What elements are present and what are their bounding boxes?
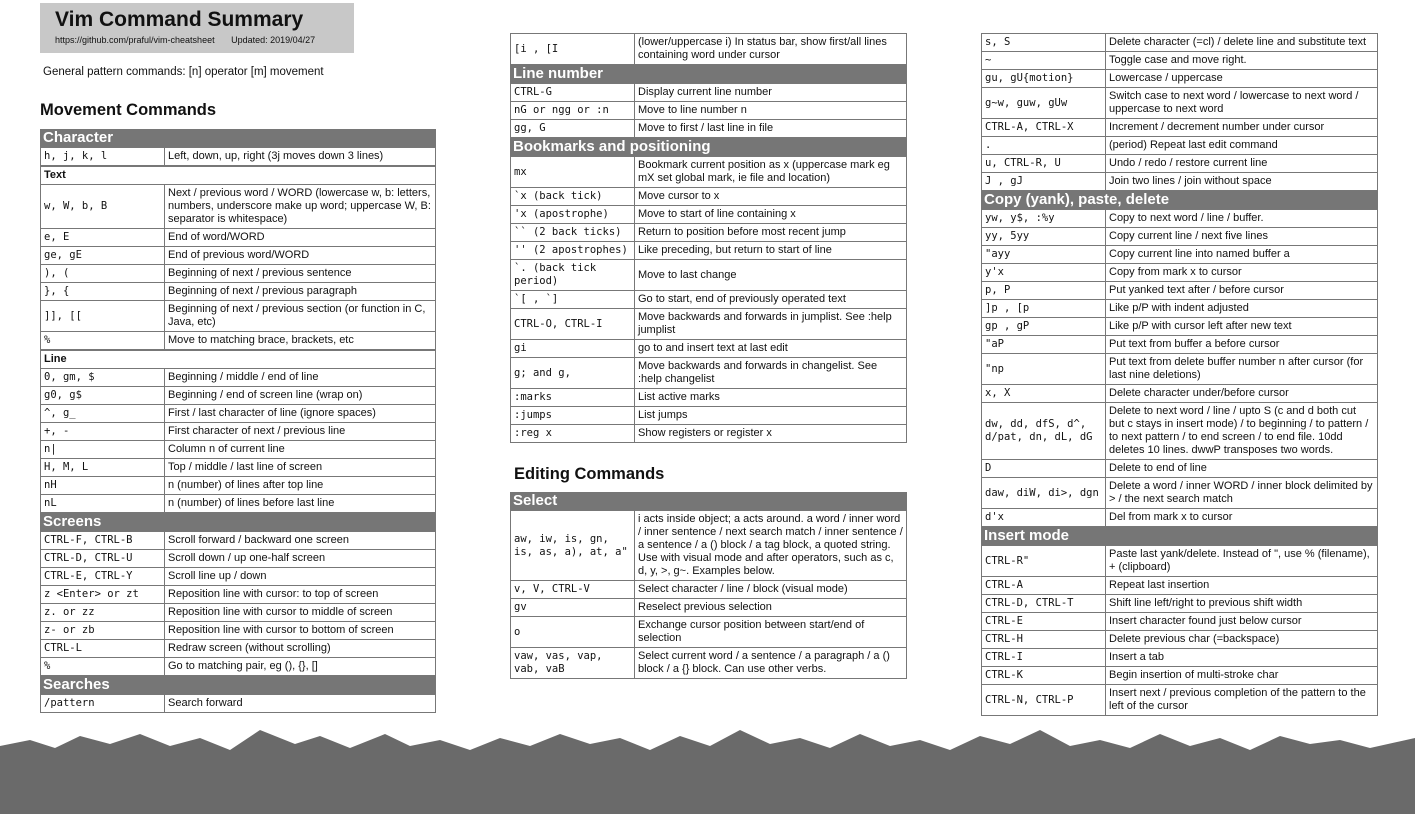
table-row bbox=[982, 478, 1378, 509]
command-description: List jumps bbox=[635, 407, 907, 425]
title-subline bbox=[55, 35, 354, 45]
table-row bbox=[982, 210, 1378, 228]
command-keys: x, X bbox=[982, 385, 1106, 403]
command-description: Left, down, up, right (3j moves down 3 lines) bbox=[165, 148, 436, 166]
command-keys: e, E bbox=[41, 229, 165, 247]
column-movement bbox=[40, 101, 436, 713]
table-row bbox=[511, 599, 907, 617]
command-description: Beginning of next / previous section (or function in C, Java, etc) bbox=[165, 301, 436, 332]
command-keys: ~ bbox=[982, 52, 1106, 70]
command-description: Delete character (=cl) / delete line and substitute text bbox=[1106, 34, 1378, 52]
command-description: List active marks bbox=[635, 389, 907, 407]
command-description: Beginning of next / previous paragraph bbox=[165, 283, 436, 301]
command-keys: ]], [[ bbox=[41, 301, 165, 332]
page-title: Vim Command Summary bbox=[55, 8, 304, 31]
section-select: Select bbox=[510, 492, 907, 510]
table-row bbox=[982, 282, 1378, 300]
command-description: Return to position before most recent jump bbox=[635, 224, 907, 242]
table-row bbox=[41, 332, 436, 350]
table-row bbox=[511, 511, 907, 581]
command-keys: J , gJ bbox=[982, 173, 1106, 191]
command-keys: +, - bbox=[41, 423, 165, 441]
command-keys: CTRL-O, CTRL-I bbox=[511, 309, 635, 340]
command-keys: z- or zb bbox=[41, 622, 165, 640]
subsection-header bbox=[41, 351, 436, 369]
command-keys: yw, y$, :%y bbox=[982, 210, 1106, 228]
table-row bbox=[41, 586, 436, 604]
command-description: Move to first / last line in file bbox=[635, 120, 907, 138]
command-keys: gu, gU{motion} bbox=[982, 70, 1106, 88]
subsection-title: Text bbox=[41, 167, 436, 185]
table-row bbox=[982, 137, 1378, 155]
command-description: (period) Repeat last edit command bbox=[1106, 137, 1378, 155]
command-keys: "ayy bbox=[982, 246, 1106, 264]
command-description: Insert next / previous completion of the pattern to the left of the cursor bbox=[1106, 685, 1378, 716]
command-keys: gp , gP bbox=[982, 318, 1106, 336]
table-row bbox=[982, 228, 1378, 246]
table-character bbox=[40, 147, 436, 166]
command-keys: 0, gm, $ bbox=[41, 369, 165, 387]
command-description: Delete previous char (=backspace) bbox=[1106, 631, 1378, 649]
table-row bbox=[511, 407, 907, 425]
command-description: Move backwards and forwards in changelist. See :help changelist bbox=[635, 358, 907, 389]
command-keys: nL bbox=[41, 495, 165, 513]
command-description: go to and insert text at last edit bbox=[635, 340, 907, 358]
table-row bbox=[511, 309, 907, 340]
table-row bbox=[41, 387, 436, 405]
table-text bbox=[40, 166, 436, 350]
command-keys: CTRL-N, CTRL-P bbox=[982, 685, 1106, 716]
table-row bbox=[982, 403, 1378, 460]
table-row bbox=[982, 70, 1378, 88]
table-row bbox=[982, 577, 1378, 595]
command-keys: }, { bbox=[41, 283, 165, 301]
table-row bbox=[41, 441, 436, 459]
table-row bbox=[982, 667, 1378, 685]
command-keys: z <Enter> or zt bbox=[41, 586, 165, 604]
command-keys: daw, diW, di>, dgn bbox=[982, 478, 1106, 509]
repo-url[interactable]: https://github.com/praful/vim-cheatsheet bbox=[55, 35, 215, 45]
command-keys: H, M, L bbox=[41, 459, 165, 477]
command-description: Copy current line / next five lines bbox=[1106, 228, 1378, 246]
command-keys: CTRL-I bbox=[982, 649, 1106, 667]
command-description: Reposition line with cursor to middle of screen bbox=[165, 604, 436, 622]
command-keys: dw, dd, dfS, d^, d/pat, dn, dL, dG bbox=[982, 403, 1106, 460]
command-keys: `[ , `] bbox=[511, 291, 635, 309]
command-keys: D bbox=[982, 460, 1106, 478]
command-description: Delete to next word / line / upto S (c and d both cut but c stays in insert mode) / to beginning / to pattern / to next pattern / to end screen / to end file. 10dd deletes 10 lines. dwwP transposes two words. bbox=[1106, 403, 1378, 460]
table-row bbox=[982, 300, 1378, 318]
command-description: Reselect previous selection bbox=[635, 599, 907, 617]
table-row bbox=[41, 658, 436, 676]
table-row bbox=[41, 640, 436, 658]
table-row bbox=[41, 405, 436, 423]
command-keys: g0, g$ bbox=[41, 387, 165, 405]
table-row bbox=[511, 157, 907, 188]
command-keys: CTRL-K bbox=[982, 667, 1106, 685]
command-description: Delete character under/before cursor bbox=[1106, 385, 1378, 403]
command-description: Like p/P with cursor left after new text bbox=[1106, 318, 1378, 336]
command-description: Beginning of next / previous sentence bbox=[165, 265, 436, 283]
command-description: Begin insertion of multi-stroke char bbox=[1106, 667, 1378, 685]
command-keys: u, CTRL-R, U bbox=[982, 155, 1106, 173]
command-description: Delete a word / inner WORD / inner block delimited by > / the next search match bbox=[1106, 478, 1378, 509]
command-keys: % bbox=[41, 658, 165, 676]
command-description: Undo / redo / restore current line bbox=[1106, 155, 1378, 173]
table-row bbox=[982, 649, 1378, 667]
section-screens: Screens bbox=[40, 513, 436, 531]
table-row bbox=[982, 246, 1378, 264]
command-keys: v, V, CTRL-V bbox=[511, 581, 635, 599]
table-row bbox=[511, 617, 907, 648]
command-description: (lower/uppercase i) In status bar, show first/all lines containing word under cursor bbox=[635, 34, 907, 65]
command-description: First / last character of line (ignore spaces) bbox=[165, 405, 436, 423]
editing-heading: Editing Commands bbox=[514, 465, 665, 483]
command-description: n (number) of lines after top line bbox=[165, 477, 436, 495]
command-keys: '' (2 apostrophes) bbox=[511, 242, 635, 260]
command-keys: . bbox=[982, 137, 1106, 155]
command-description: Redraw screen (without scrolling) bbox=[165, 640, 436, 658]
table-select bbox=[510, 510, 907, 679]
command-keys: CTRL-A, CTRL-X bbox=[982, 119, 1106, 137]
command-keys: 'x (apostrophe) bbox=[511, 206, 635, 224]
command-description: Select current word / a sentence / a paragraph / a () block / a {} block. Can use other verbs. bbox=[635, 648, 907, 679]
table-line-number bbox=[510, 83, 907, 138]
table-row bbox=[41, 148, 436, 166]
general-pattern: General pattern commands: [n] operator [m] movement bbox=[43, 66, 324, 78]
command-keys: [i , [I bbox=[511, 34, 635, 65]
command-keys: yy, 5yy bbox=[982, 228, 1106, 246]
command-description: Scroll forward / backward one screen bbox=[165, 532, 436, 550]
command-description: Move cursor to x bbox=[635, 188, 907, 206]
command-description: Scroll line up / down bbox=[165, 568, 436, 586]
command-description: Reposition line with cursor to bottom of screen bbox=[165, 622, 436, 640]
command-description: Toggle case and move right. bbox=[1106, 52, 1378, 70]
table-screens bbox=[40, 531, 436, 676]
subsection-title: Line bbox=[41, 351, 436, 369]
command-description: Scroll down / up one-half screen bbox=[165, 550, 436, 568]
command-description: Move to last change bbox=[635, 260, 907, 291]
command-keys: ge, gE bbox=[41, 247, 165, 265]
table-top-col2 bbox=[510, 33, 907, 65]
table-row bbox=[982, 546, 1378, 577]
command-description: Column n of current line bbox=[165, 441, 436, 459]
command-keys: CTRL-D, CTRL-T bbox=[982, 595, 1106, 613]
table-row bbox=[41, 477, 436, 495]
table-row bbox=[982, 385, 1378, 403]
command-keys: CTRL-A bbox=[982, 577, 1106, 595]
table-row bbox=[41, 185, 436, 229]
table-row bbox=[982, 318, 1378, 336]
torn-edge bbox=[0, 700, 1415, 814]
command-description: Like preceding, but return to start of line bbox=[635, 242, 907, 260]
command-keys: vaw, vas, vap, vab, vaB bbox=[511, 648, 635, 679]
table-row bbox=[982, 173, 1378, 191]
table-row bbox=[982, 354, 1378, 385]
table-row bbox=[982, 34, 1378, 52]
command-keys: o bbox=[511, 617, 635, 648]
command-keys: :marks bbox=[511, 389, 635, 407]
table-row bbox=[41, 495, 436, 513]
table-row bbox=[511, 224, 907, 242]
command-description: Shift line left/right to previous shift width bbox=[1106, 595, 1378, 613]
table-insert bbox=[981, 545, 1378, 716]
command-description: Put yanked text after / before cursor bbox=[1106, 282, 1378, 300]
command-description: i acts inside object; a acts around. a word / inner word / inner sentence / next search match / inner sentence / a sentence / a () block / a tag block, a quoted string. Use with visual mode and after operators, such as c, d, y, >, g~. Examples below. bbox=[635, 511, 907, 581]
table-row bbox=[982, 613, 1378, 631]
table-row bbox=[511, 260, 907, 291]
command-description: End of previous word/WORD bbox=[165, 247, 436, 265]
table-row bbox=[982, 119, 1378, 137]
column-right bbox=[981, 33, 1378, 716]
command-description: n (number) of lines before last line bbox=[165, 495, 436, 513]
command-keys: "np bbox=[982, 354, 1106, 385]
command-keys: s, S bbox=[982, 34, 1106, 52]
table-row bbox=[982, 88, 1378, 119]
command-description: Del from mark x to cursor bbox=[1106, 509, 1378, 527]
command-keys: d'x bbox=[982, 509, 1106, 527]
command-description: Next / previous word / WORD (lowercase w, b: letters, numbers, underscore make up word; uppercase W, B: separator is whitespace) bbox=[165, 185, 436, 229]
command-keys: :reg x bbox=[511, 425, 635, 443]
command-keys: `` (2 back ticks) bbox=[511, 224, 635, 242]
table-line bbox=[40, 350, 436, 513]
command-keys: aw, iw, is, gn, is, as, a), at, a" bbox=[511, 511, 635, 581]
command-keys: CTRL-D, CTRL-U bbox=[41, 550, 165, 568]
command-keys: :jumps bbox=[511, 407, 635, 425]
command-description: Select character / line / block (visual mode) bbox=[635, 581, 907, 599]
section-copy: Copy (yank), paste, delete bbox=[981, 191, 1378, 209]
table-row bbox=[41, 459, 436, 477]
title-box bbox=[40, 3, 354, 53]
command-description: Repeat last insertion bbox=[1106, 577, 1378, 595]
table-row bbox=[511, 358, 907, 389]
command-keys: ), ( bbox=[41, 265, 165, 283]
command-keys: gi bbox=[511, 340, 635, 358]
table-row bbox=[982, 460, 1378, 478]
command-keys: p, P bbox=[982, 282, 1106, 300]
command-keys: % bbox=[41, 332, 165, 350]
command-description: Put text from delete buffer number n after cursor (for last nine deletions) bbox=[1106, 354, 1378, 385]
table-top-col3 bbox=[981, 33, 1378, 191]
table-row bbox=[41, 301, 436, 332]
command-keys: CTRL-F, CTRL-B bbox=[41, 532, 165, 550]
table-row bbox=[511, 648, 907, 679]
table-row bbox=[41, 247, 436, 265]
command-keys: ^, g_ bbox=[41, 405, 165, 423]
table-row bbox=[982, 509, 1378, 527]
command-description: Copy to next word / line / buffer. bbox=[1106, 210, 1378, 228]
command-keys: /pattern bbox=[41, 695, 165, 713]
section-line-number: Line number bbox=[510, 65, 907, 83]
command-description: Delete to end of line bbox=[1106, 460, 1378, 478]
table-row bbox=[511, 102, 907, 120]
command-keys: nH bbox=[41, 477, 165, 495]
command-description: Paste last yank/delete. Instead of ", use % (filename), + (clipboard) bbox=[1106, 546, 1378, 577]
table-row bbox=[41, 604, 436, 622]
command-description: End of word/WORD bbox=[165, 229, 436, 247]
command-keys: g~w, guw, gUw bbox=[982, 88, 1106, 119]
command-description: Exchange cursor position between start/end of selection bbox=[635, 617, 907, 648]
command-description: Insert a tab bbox=[1106, 649, 1378, 667]
command-keys: g; and g, bbox=[511, 358, 635, 389]
command-description: Display current line number bbox=[635, 84, 907, 102]
command-keys: h, j, k, l bbox=[41, 148, 165, 166]
section-searches: Searches bbox=[40, 676, 436, 694]
command-keys: n| bbox=[41, 441, 165, 459]
table-row bbox=[511, 188, 907, 206]
command-description: Search forward bbox=[165, 695, 436, 713]
command-keys: z. or zz bbox=[41, 604, 165, 622]
table-row bbox=[982, 155, 1378, 173]
command-keys: mx bbox=[511, 157, 635, 188]
command-description: Beginning / middle / end of line bbox=[165, 369, 436, 387]
table-row bbox=[982, 595, 1378, 613]
command-keys: gv bbox=[511, 599, 635, 617]
table-row bbox=[511, 340, 907, 358]
command-description: Like p/P with indent adjusted bbox=[1106, 300, 1378, 318]
command-keys: CTRL-H bbox=[982, 631, 1106, 649]
command-keys: gg, G bbox=[511, 120, 635, 138]
command-description: Move backwards and forwards in jumplist. See :help jumplist bbox=[635, 309, 907, 340]
table-copy bbox=[981, 209, 1378, 527]
table-row bbox=[41, 622, 436, 640]
command-description: Switch case to next word / lowercase to next word / uppercase to next word bbox=[1106, 88, 1378, 119]
command-keys: CTRL-L bbox=[41, 640, 165, 658]
command-description: Move to line number n bbox=[635, 102, 907, 120]
command-keys: nG or ngg or :n bbox=[511, 102, 635, 120]
table-row bbox=[511, 581, 907, 599]
table-row bbox=[41, 265, 436, 283]
subsection-header bbox=[41, 167, 436, 185]
command-keys: `. (back tick period) bbox=[511, 260, 635, 291]
command-description: Move to start of line containing x bbox=[635, 206, 907, 224]
command-description: First character of next / previous line bbox=[165, 423, 436, 441]
command-description: Show registers or register x bbox=[635, 425, 907, 443]
table-row bbox=[511, 425, 907, 443]
table-bookmarks bbox=[510, 156, 907, 443]
command-description: Increment / decrement number under cursor bbox=[1106, 119, 1378, 137]
table-row bbox=[511, 34, 907, 65]
table-row bbox=[41, 229, 436, 247]
command-description: Go to matching pair, eg (), {}, [] bbox=[165, 658, 436, 676]
command-description: Beginning / end of screen line (wrap on) bbox=[165, 387, 436, 405]
table-row bbox=[511, 242, 907, 260]
table-row bbox=[41, 568, 436, 586]
table-row bbox=[511, 389, 907, 407]
table-row bbox=[982, 336, 1378, 354]
table-row bbox=[982, 52, 1378, 70]
command-description: Put text from buffer a before cursor bbox=[1106, 336, 1378, 354]
command-keys: ]p , [p bbox=[982, 300, 1106, 318]
command-keys: w, W, b, B bbox=[41, 185, 165, 229]
table-row bbox=[511, 84, 907, 102]
section-insert: Insert mode bbox=[981, 527, 1378, 545]
table-row bbox=[511, 291, 907, 309]
table-row bbox=[41, 283, 436, 301]
command-description: Insert character found just below cursor bbox=[1106, 613, 1378, 631]
section-bookmarks: Bookmarks and positioning bbox=[510, 138, 907, 156]
table-row bbox=[511, 206, 907, 224]
table-row bbox=[982, 264, 1378, 282]
table-row bbox=[41, 369, 436, 387]
section-character: Character bbox=[40, 129, 436, 147]
command-description: Lowercase / uppercase bbox=[1106, 70, 1378, 88]
command-description: Copy current line into named buffer a bbox=[1106, 246, 1378, 264]
command-description: Reposition line with cursor: to top of screen bbox=[165, 586, 436, 604]
command-description: Copy from mark x to cursor bbox=[1106, 264, 1378, 282]
command-keys: y'x bbox=[982, 264, 1106, 282]
command-keys: CTRL-R" bbox=[982, 546, 1106, 577]
command-description: Move to matching brace, brackets, etc bbox=[165, 332, 436, 350]
column-middle bbox=[510, 33, 907, 679]
table-row bbox=[41, 550, 436, 568]
updated-date: Updated: 2019/04/27 bbox=[231, 35, 316, 45]
command-keys: CTRL-E, CTRL-Y bbox=[41, 568, 165, 586]
command-keys: `x (back tick) bbox=[511, 188, 635, 206]
command-description: Join two lines / join without space bbox=[1106, 173, 1378, 191]
movement-heading: Movement Commands bbox=[40, 101, 217, 119]
command-keys: CTRL-G bbox=[511, 84, 635, 102]
command-description: Top / middle / last line of screen bbox=[165, 459, 436, 477]
table-row bbox=[982, 631, 1378, 649]
command-keys: "aP bbox=[982, 336, 1106, 354]
table-row bbox=[41, 423, 436, 441]
table-row bbox=[41, 532, 436, 550]
command-description: Go to start, end of previously operated text bbox=[635, 291, 907, 309]
table-row bbox=[511, 120, 907, 138]
command-description: Bookmark current position as x (uppercase mark eg mX set global mark, ie file and location) bbox=[635, 157, 907, 188]
command-keys: CTRL-E bbox=[982, 613, 1106, 631]
